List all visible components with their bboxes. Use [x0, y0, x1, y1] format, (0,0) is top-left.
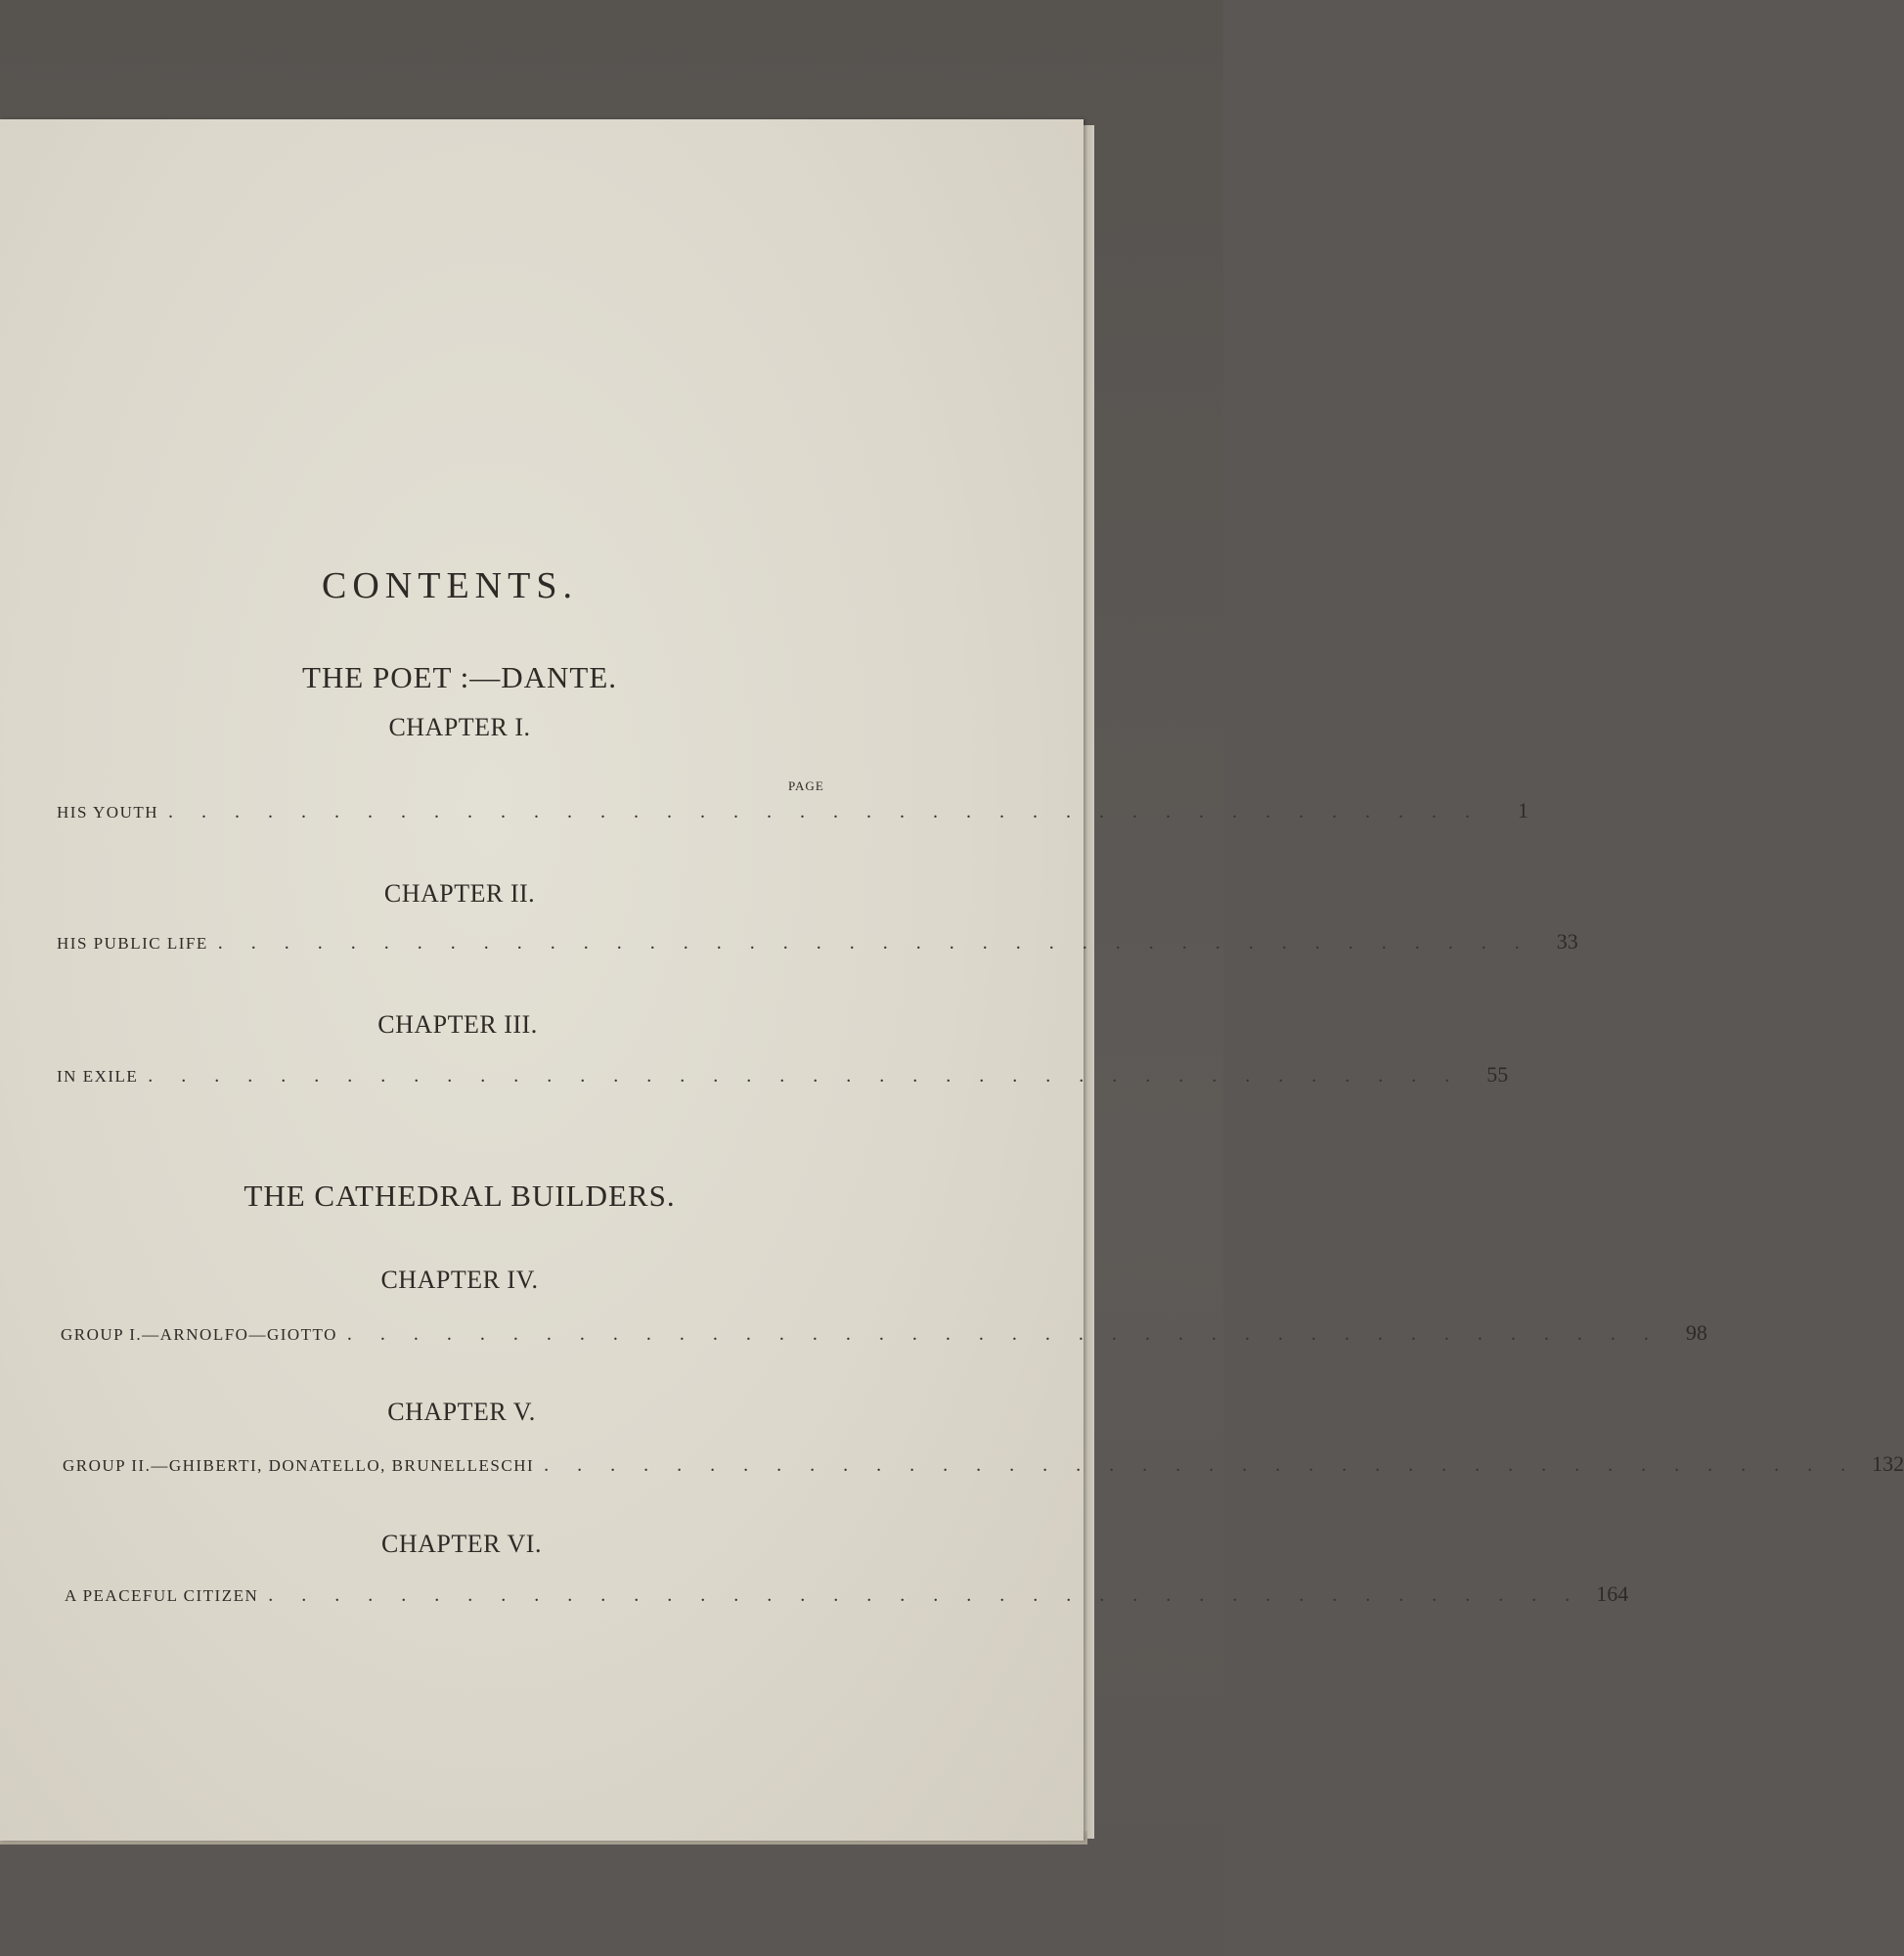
- entry-title: GROUP II.—GHIBERTI, DONATELLO, BRUNELLESCHI: [63, 1456, 535, 1475]
- entry-title: HIS PUBLIC LIFE: [57, 934, 208, 953]
- entry-title: IN EXILE: [57, 1067, 139, 1086]
- toc-entry[interactable]: [61, 1320, 1707, 1348]
- book-page: [0, 119, 1904, 1841]
- dot-leader: . . . . . . . . . . . . . . . . . . . . . . . . . . . . . . . . . . . . . . . .: [346, 1323, 1660, 1345]
- entry-page-number: 1: [1518, 798, 1529, 822]
- toc-entry[interactable]: [57, 798, 1529, 825]
- dot-leader: . . . . . . . . . . . . . . . . . . . . . . . . . . . . . . . . . . . . . . . .: [168, 801, 1483, 822]
- toc-entry[interactable]: [65, 1581, 1629, 1609]
- dot-leader: . . . . . . . . . . . . . . . . . . . . . . . . . . . . . . . . . . . . . . . .: [148, 1065, 1462, 1087]
- chapter-heading-4: CHAPTER IV.: [380, 1266, 539, 1294]
- chapter-heading-5: CHAPTER V.: [387, 1398, 536, 1426]
- entry-page-number: 33: [1556, 929, 1578, 954]
- chapter-heading-2: CHAPTER II.: [383, 879, 536, 908]
- dot-leader: . . . . . . . . . . . . . . . . . . . . . . . . . . . . . . . . . . . . . . . .: [217, 932, 1531, 954]
- entry-title: HIS YOUTH: [57, 803, 159, 822]
- toc-entry[interactable]: [63, 1451, 1904, 1479]
- chapter-heading-1: CHAPTER I.: [388, 713, 531, 741]
- part-title-poet: THE POET :—DANTE.: [301, 660, 618, 694]
- entry-page-number: 132: [1872, 1451, 1904, 1476]
- chapter-heading-3: CHAPTER III.: [377, 1010, 538, 1039]
- entry-page-number: 55: [1486, 1062, 1509, 1087]
- entry-page-number: 98: [1685, 1320, 1707, 1345]
- toc-entry[interactable]: [57, 929, 1578, 956]
- entry-page-number: 164: [1596, 1581, 1629, 1606]
- contents-title: CONTENTS.: [322, 565, 578, 606]
- toc-entry[interactable]: [57, 1062, 1509, 1089]
- part-title-cathedral-builders: THE CATHEDRAL BUILDERS.: [244, 1178, 676, 1213]
- chapter-heading-6: CHAPTER VI.: [381, 1530, 542, 1558]
- dot-leader: . . . . . . . . . . . . . . . . . . . . . . . . . . . . . . . . . . . . . . . .: [268, 1584, 1582, 1606]
- dot-leader: . . . . . . . . . . . . . . . . . . . . . . . . . . . . . . . . . . . . . . . .: [544, 1454, 1858, 1476]
- page-column-label: PAGE: [788, 778, 824, 793]
- entry-title: GROUP I.—ARNOLFO—GIOTTO: [61, 1325, 337, 1344]
- entry-title: A PEACEFUL CITIZEN: [65, 1586, 259, 1605]
